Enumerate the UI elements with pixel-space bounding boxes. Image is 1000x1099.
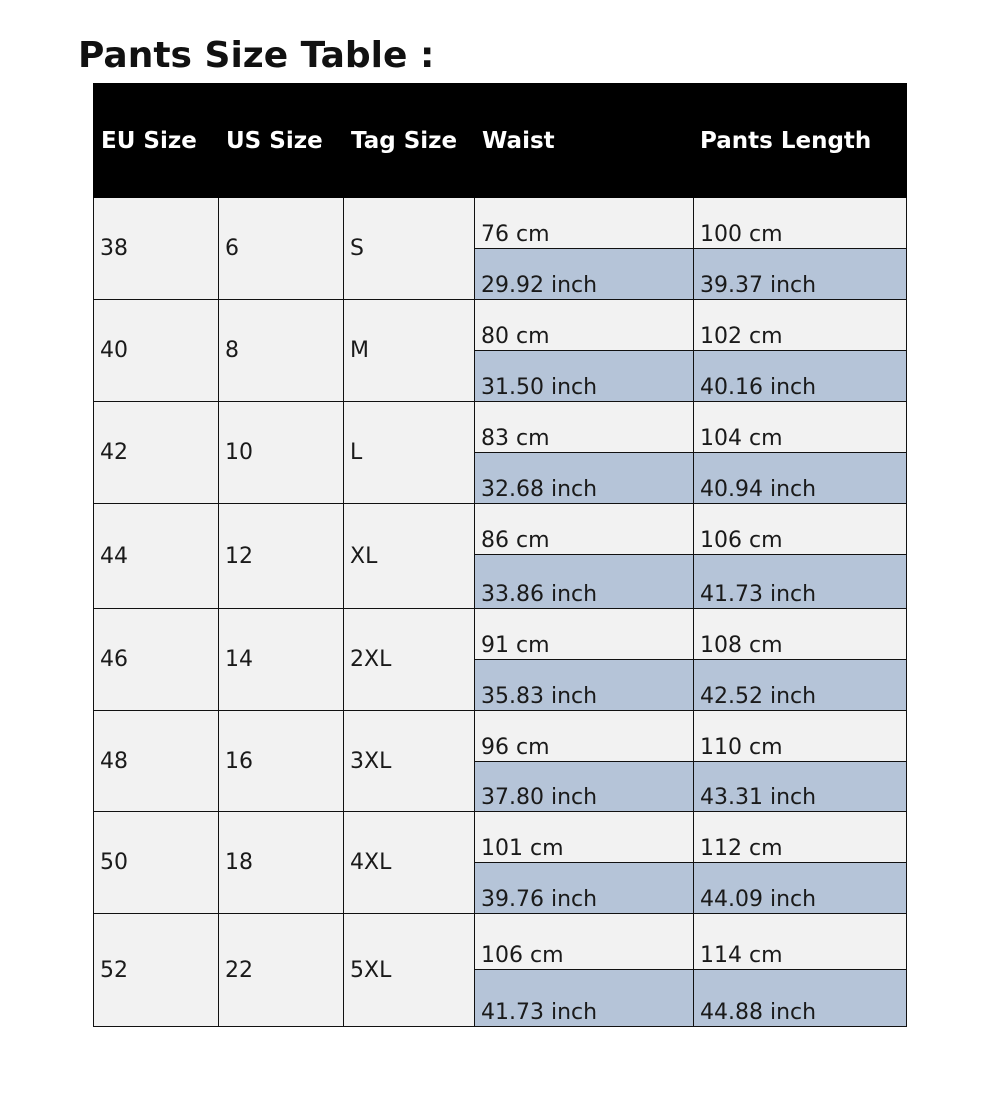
- length-cm-cell: 100 cm: [694, 198, 907, 249]
- eu-size-cell: 40: [94, 300, 219, 402]
- length-cm-cell: 104 cm: [694, 402, 907, 453]
- eu-size-cell: 48: [94, 711, 219, 812]
- waist-inch-cell: 33.86 inch: [475, 555, 694, 609]
- header-tag-size: Tag Size: [344, 84, 475, 198]
- tag-size-cell: 2XL: [344, 609, 475, 711]
- length-cm-cell: 108 cm: [694, 609, 907, 660]
- waist-inch-cell: 31.50 inch: [475, 351, 694, 402]
- length-cm-cell: 110 cm: [694, 711, 907, 762]
- waist-cm-cell: 96 cm: [475, 711, 694, 762]
- us-size-cell: 10: [219, 402, 344, 504]
- table-row: [94, 914, 907, 970]
- length-inch-cell: 39.37 inch: [694, 249, 907, 300]
- length-inch-cell: 40.94 inch: [694, 453, 907, 504]
- waist-cm-cell: 76 cm: [475, 198, 694, 249]
- table-row: [94, 812, 907, 863]
- length-cm-cell: 106 cm: [694, 504, 907, 555]
- table-row: [94, 198, 907, 249]
- eu-size-cell: 52: [94, 914, 219, 1027]
- header-eu-size: EU Size: [94, 84, 219, 198]
- tag-size-cell: 4XL: [344, 812, 475, 914]
- waist-inch-cell: 39.76 inch: [475, 863, 694, 914]
- eu-size-cell: 50: [94, 812, 219, 914]
- tag-size-cell: 5XL: [344, 914, 475, 1027]
- waist-cm-cell: 101 cm: [475, 812, 694, 863]
- length-cm-cell: 102 cm: [694, 300, 907, 351]
- table-body: [94, 198, 907, 1027]
- waist-cm-cell: 86 cm: [475, 504, 694, 555]
- tag-size-cell: M: [344, 300, 475, 402]
- length-inch-cell: 40.16 inch: [694, 351, 907, 402]
- waist-inch-cell: 29.92 inch: [475, 249, 694, 300]
- eu-size-cell: 38: [94, 198, 219, 300]
- length-cm-cell: 114 cm: [694, 914, 907, 970]
- page-title: Pants Size Table :: [78, 35, 435, 76]
- waist-cm-cell: 106 cm: [475, 914, 694, 970]
- tag-size-cell: XL: [344, 504, 475, 609]
- header-pants-length: Pants Length: [694, 84, 907, 198]
- tag-size-cell: L: [344, 402, 475, 504]
- us-size-cell: 16: [219, 711, 344, 812]
- table-row: [94, 402, 907, 453]
- waist-cm-cell: 80 cm: [475, 300, 694, 351]
- us-size-cell: 8: [219, 300, 344, 402]
- header-us-size: US Size: [219, 84, 344, 198]
- length-inch-cell: 44.88 inch: [694, 970, 907, 1027]
- waist-inch-cell: 32.68 inch: [475, 453, 694, 504]
- eu-size-cell: 46: [94, 609, 219, 711]
- us-size-cell: 6: [219, 198, 344, 300]
- tag-size-cell: S: [344, 198, 475, 300]
- waist-cm-cell: 83 cm: [475, 402, 694, 453]
- waist-cm-cell: 91 cm: [475, 609, 694, 660]
- us-size-cell: 18: [219, 812, 344, 914]
- table-row: [94, 300, 907, 351]
- waist-inch-cell: 41.73 inch: [475, 970, 694, 1027]
- pants-size-table: [93, 83, 907, 1027]
- waist-inch-cell: 37.80 inch: [475, 762, 694, 812]
- us-size-cell: 22: [219, 914, 344, 1027]
- eu-size-cell: 42: [94, 402, 219, 504]
- length-cm-cell: 112 cm: [694, 812, 907, 863]
- waist-inch-cell: 35.83 inch: [475, 660, 694, 711]
- us-size-cell: 14: [219, 609, 344, 711]
- table-row: [94, 609, 907, 660]
- length-inch-cell: 41.73 inch: [694, 555, 907, 609]
- length-inch-cell: 42.52 inch: [694, 660, 907, 711]
- header-row: [94, 84, 907, 198]
- tag-size-cell: 3XL: [344, 711, 475, 812]
- table-row: [94, 504, 907, 555]
- length-inch-cell: 43.31 inch: [694, 762, 907, 812]
- eu-size-cell: 44: [94, 504, 219, 609]
- header-waist: Waist: [475, 84, 694, 198]
- length-inch-cell: 44.09 inch: [694, 863, 907, 914]
- table-row: [94, 711, 907, 762]
- us-size-cell: 12: [219, 504, 344, 609]
